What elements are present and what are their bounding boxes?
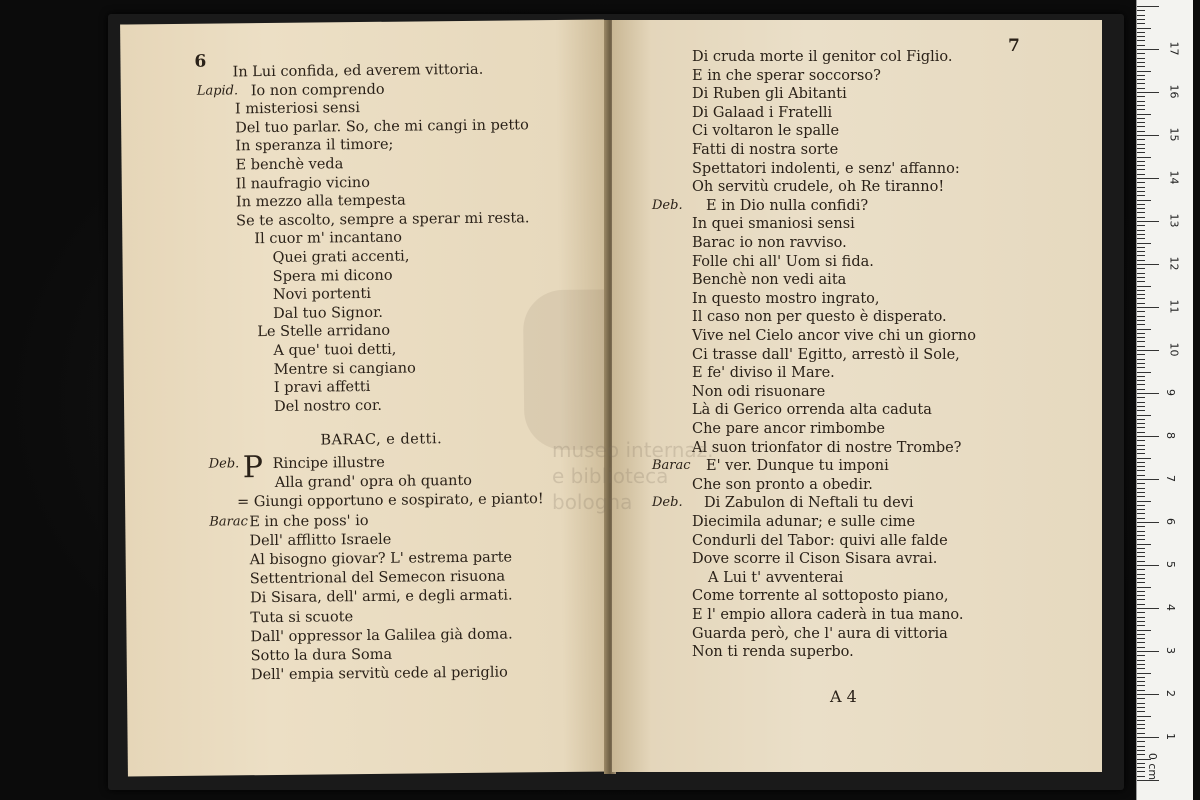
text-line: Del nostro cor. <box>274 397 383 415</box>
ruler-tick <box>1137 552 1145 553</box>
ruler-tick <box>1137 157 1151 158</box>
ruler-tick <box>1137 556 1145 557</box>
ruler-tick <box>1137 453 1145 454</box>
ruler-tick <box>1137 200 1151 201</box>
ruler-tick <box>1137 23 1145 24</box>
ruler-tick <box>1137 660 1145 661</box>
ruler-tick <box>1137 96 1145 97</box>
text-line: Settentrional del Semecon risuona <box>249 568 506 588</box>
text-line: Novi portenti <box>272 286 372 304</box>
ruler-tick <box>1137 268 1145 269</box>
ruler-tick <box>1137 458 1151 459</box>
ruler-tick <box>1137 750 1145 751</box>
ruler-tick <box>1137 578 1145 579</box>
text-line: Dal tuo Signor. <box>273 304 384 322</box>
ruler-tick <box>1137 88 1145 89</box>
ruler-tick <box>1137 548 1145 549</box>
ruler-tick <box>1137 427 1145 428</box>
ruler-tick <box>1137 630 1151 631</box>
ruler-tick <box>1137 690 1145 691</box>
ruler-tick <box>1137 638 1145 639</box>
ruler-number: 8 <box>1164 432 1177 439</box>
ruler-tick <box>1137 62 1145 63</box>
ruler-tick <box>1137 505 1145 506</box>
ruler-tick <box>1137 303 1145 304</box>
text-line: Al suon trionfator di nostre Trombe? <box>692 439 962 456</box>
text-line: E in che sperar soccorso? <box>692 67 881 84</box>
text-line: Del tuo parlar. So, che mi cangi in petto <box>235 117 529 137</box>
ruler-tick <box>1137 247 1145 248</box>
ruler-tick <box>1137 655 1145 656</box>
ruler-tick <box>1137 53 1145 54</box>
text-line: Alla grand' opra oh quanto <box>274 473 473 492</box>
speaker-label: Deb. <box>652 495 683 511</box>
ruler-tick <box>1137 389 1145 390</box>
ruler-tick <box>1137 565 1159 566</box>
ruler-tick <box>1137 294 1145 295</box>
ruler-tick <box>1137 651 1159 652</box>
ruler-tick <box>1137 509 1145 510</box>
text-line: Guarda però, che l' aura di vittoria <box>692 625 948 642</box>
text-line: In speranza il timore; <box>235 137 394 155</box>
ruler-tick <box>1137 406 1145 407</box>
ruler-tick <box>1137 569 1145 570</box>
ruler-tick <box>1137 208 1145 209</box>
drop-cap: P <box>242 450 264 486</box>
text-line: E l' empio allora caderà in tua mano. <box>692 607 964 623</box>
text-line: I pravi affetti <box>273 379 371 397</box>
ruler-tick <box>1137 324 1145 325</box>
ruler-number: 1 <box>1164 733 1177 740</box>
text-line: Che pare ancor rimbombe <box>692 421 885 437</box>
text-line: Di Galaad i Fratelli <box>692 104 833 121</box>
ruler-tick <box>1137 668 1145 669</box>
ruler-tick <box>1137 582 1145 583</box>
ruler-tick <box>1137 539 1145 540</box>
ruler-tick <box>1137 591 1145 592</box>
ruler-tick <box>1137 251 1145 252</box>
page-number: 7 <box>1008 36 1020 56</box>
ruler-tick <box>1137 273 1145 274</box>
text-line: Il caso non per questo è disperato. <box>692 309 947 326</box>
text-line: Condurli del Tabor: quivi alle falde <box>692 532 948 549</box>
ruler-tick <box>1137 526 1145 527</box>
ruler-tick <box>1137 260 1145 261</box>
ruler-tick <box>1137 733 1145 734</box>
ruler-tick <box>1137 161 1145 162</box>
ruler-tick <box>1137 595 1145 596</box>
ruler-tick <box>1137 767 1145 768</box>
ruler-tick <box>1137 333 1145 334</box>
ruler-tick <box>1137 634 1145 635</box>
ruler-tick <box>1137 131 1145 132</box>
ruler-tick <box>1137 165 1145 166</box>
ruler-tick <box>1137 75 1145 76</box>
ruler-tick <box>1137 647 1145 648</box>
ruler-tick <box>1137 466 1145 467</box>
ruler-tick <box>1137 574 1145 575</box>
text-line: Barac io non ravviso. <box>692 235 847 251</box>
text-line: Mentre si cangiano <box>273 360 416 378</box>
text-line: In Lui confida, ed averem vittoria. <box>232 61 484 81</box>
ruler-tick <box>1137 92 1159 93</box>
ruler-tick <box>1137 320 1145 321</box>
ruler-tick <box>1137 488 1145 489</box>
text-line: Di Zabulon di Neftali tu devi <box>704 495 914 512</box>
ruler-number: 16 <box>1167 84 1181 99</box>
ruler-tick <box>1137 384 1145 385</box>
ruler-tick <box>1137 217 1145 218</box>
ruler-tick <box>1137 243 1151 244</box>
ruler-tick <box>1137 350 1159 351</box>
ruler-tick <box>1137 376 1145 377</box>
ruler-tick <box>1137 599 1145 600</box>
ruler-number: 10 <box>1167 342 1181 357</box>
ruler-tick <box>1137 212 1145 213</box>
ruler-tick <box>1137 763 1145 764</box>
ruler-tick <box>1137 483 1145 484</box>
ruler-tick <box>1137 83 1145 84</box>
speaker-label: Deb. <box>652 197 683 213</box>
ruler-tick <box>1137 230 1145 231</box>
text-line: Sotto la dura Soma <box>250 646 393 665</box>
text-line: Ci trasse dall' Egitto, arrestò il Sole, <box>692 346 960 363</box>
ruler-tick <box>1137 169 1145 170</box>
ruler-tick <box>1137 746 1145 747</box>
ruler-tick <box>1137 698 1145 699</box>
text-line: Folle chi all' Uom si fida. <box>692 253 874 270</box>
text-line: In mezzo alla tempesta <box>235 192 406 211</box>
ruler-unit-label: 0 cm <box>1146 752 1160 781</box>
ruler-tick <box>1137 329 1151 330</box>
ruler-tick <box>1137 32 1145 33</box>
ruler-tick <box>1137 604 1145 605</box>
ruler-tick <box>1137 135 1159 136</box>
text-line: = Giungi opportuno e sospirato, e pianto! <box>237 491 544 511</box>
ruler-tick <box>1137 71 1151 72</box>
speaker-label: Deb. <box>208 456 240 472</box>
ruler-tick <box>1137 621 1145 622</box>
ruler-tick <box>1137 346 1145 347</box>
text-line: E in che poss' io <box>249 512 369 530</box>
ruler-tick <box>1137 380 1145 381</box>
ruler-tick <box>1137 337 1145 338</box>
ruler-tick <box>1137 148 1145 149</box>
ruler-number: 9 <box>1164 389 1177 396</box>
text-line: Di Ruben gli Abitanti <box>692 86 847 103</box>
text-line: Là di Gerico orrenda alta caduta <box>692 402 932 419</box>
ruler-tick <box>1137 277 1145 278</box>
text-line: Spera mi dicono <box>272 267 393 285</box>
ruler-tick <box>1137 19 1145 20</box>
ruler-tick <box>1137 694 1159 695</box>
ruler-tick <box>1137 415 1151 416</box>
ruler-tick <box>1137 716 1151 717</box>
text-line: In questo mostro ingrato, <box>692 290 880 307</box>
ruler-tick <box>1137 367 1145 368</box>
ruler-tick <box>1137 720 1145 721</box>
left-page <box>120 19 612 776</box>
ruler-tick <box>1137 139 1145 140</box>
ruler-tick <box>1137 354 1145 355</box>
ruler-number: 17 <box>1167 41 1181 56</box>
ruler-tick <box>1137 544 1151 545</box>
ruler-tick <box>1137 36 1145 37</box>
ruler-tick <box>1137 264 1159 265</box>
ruler-tick <box>1137 535 1145 536</box>
ruler-tick <box>1137 126 1145 127</box>
watermark-text-3: bologna <box>552 490 633 514</box>
ruler-tick <box>1137 587 1151 588</box>
ruler-tick <box>1137 496 1145 497</box>
ruler-tick <box>1137 225 1145 226</box>
text-line: Rincipe illustre <box>272 454 385 472</box>
ruler-tick <box>1137 28 1151 29</box>
ruler-tick <box>1137 290 1145 291</box>
ruler-tick <box>1137 286 1151 287</box>
ruler-tick <box>1137 281 1145 282</box>
ruler-tick <box>1137 518 1145 519</box>
speaker-label: Barac <box>652 458 691 474</box>
ruler-tick <box>1137 101 1145 102</box>
ruler-tick <box>1137 144 1145 145</box>
text-line: Ci voltaron le spalle <box>692 123 840 140</box>
text-line: Di Sisara, dell' armi, e degli armati. <box>250 587 513 607</box>
ruler-tick <box>1137 561 1145 562</box>
ruler-tick <box>1137 114 1151 115</box>
text-line: I misteriosi sensi <box>234 100 361 118</box>
ruler-tick <box>1137 182 1145 183</box>
text-line: Il naufragio vicino <box>235 174 370 192</box>
ruler-tick <box>1137 673 1151 674</box>
ruler-tick <box>1137 118 1145 119</box>
text-line: Spettatori indolenti, e senz' affanno: <box>692 160 960 177</box>
ruler-tick <box>1137 105 1145 106</box>
watermark-text-1: museo internaz. <box>552 438 714 462</box>
ruler-tick <box>1137 479 1159 480</box>
ruler-tick <box>1137 79 1145 80</box>
ruler-tick <box>1137 221 1159 222</box>
text-line: A que' tuoi detti, <box>273 341 397 359</box>
ruler-number: 11 <box>1167 299 1181 314</box>
text-line: Tuta si scuote <box>250 608 354 626</box>
text-line: Di cruda morte il genitor col Figlio. <box>692 49 953 65</box>
text-line: Il cuor m' incantano <box>254 230 403 248</box>
ruler-number: 3 <box>1164 647 1177 654</box>
text-line: Al bisogno giovar? L' estrema parte <box>249 549 513 569</box>
text-line: Oh servitù crudele, oh Re tiranno! <box>692 179 945 196</box>
ruler-tick <box>1137 707 1145 708</box>
ruler-tick <box>1137 711 1145 712</box>
ruler-tick <box>1137 432 1145 433</box>
ruler-tick <box>1137 513 1145 514</box>
ruler-tick <box>1137 191 1145 192</box>
ruler-tick <box>1137 677 1145 678</box>
ruler-tick <box>1137 402 1145 403</box>
watermark-text-2: e biblioteca <box>552 464 669 488</box>
ruler-tick <box>1137 462 1145 463</box>
text-line: Le Stelle arridano <box>257 323 391 341</box>
ruler-number: 12 <box>1167 256 1181 271</box>
text-line: Dall' oppressor la Galilea già doma. <box>250 626 513 646</box>
speaker-label: Barac <box>209 513 248 530</box>
ruler-number: 14 <box>1167 170 1181 185</box>
ruler-tick <box>1137 195 1145 196</box>
text-line: E fe' diviso il Mare. <box>692 365 835 382</box>
ruler-tick <box>1137 681 1145 682</box>
text-line: Non ti renda superbo. <box>692 644 854 661</box>
text-line: E in Dio nulla confidi? <box>706 197 869 214</box>
ruler-tick <box>1137 109 1145 110</box>
ruler-tick <box>1137 423 1145 424</box>
ruler-tick <box>1137 625 1145 626</box>
ruler-tick <box>1137 316 1145 317</box>
ruler-tick <box>1137 445 1145 446</box>
ruler-tick <box>1137 234 1145 235</box>
ruler-tick <box>1137 66 1145 67</box>
measuring-ruler <box>1136 0 1193 800</box>
right-page <box>552 20 1102 772</box>
ruler-tick <box>1137 754 1145 755</box>
ruler-number: 13 <box>1167 213 1181 228</box>
ruler-tick <box>1137 501 1151 502</box>
ruler-number: 4 <box>1164 604 1177 611</box>
text-line: A Lui t' avventerai <box>708 569 844 586</box>
ruler-tick <box>1137 40 1145 41</box>
ruler-tick <box>1137 776 1145 777</box>
text-line: Fatti di nostra sorte <box>692 142 839 158</box>
text-line: E benchè veda <box>235 156 344 174</box>
ruler-tick <box>1137 45 1145 46</box>
ruler-tick <box>1137 741 1145 742</box>
ruler-tick <box>1137 780 1159 781</box>
text-line: Dell' empia servitù cede al periglio <box>250 664 508 684</box>
ruler-tick <box>1137 608 1159 609</box>
ruler-tick <box>1137 6 1159 7</box>
speaker-label: Lapid. <box>196 82 239 99</box>
ruler-tick <box>1137 522 1159 523</box>
text-line: Dell' afflitto Israele <box>249 531 392 550</box>
ruler-tick <box>1137 436 1159 437</box>
text-line: Che son pronto a obedir. <box>692 476 873 493</box>
ruler-tick <box>1137 311 1145 312</box>
ruler-tick <box>1137 771 1145 772</box>
ruler-tick <box>1137 298 1145 299</box>
ruler-tick <box>1137 174 1145 175</box>
ruler-tick <box>1137 372 1151 373</box>
ruler-tick <box>1137 359 1145 360</box>
text-line: Diecimila adunar; e sulle cime <box>692 514 916 530</box>
text-line: Dove scorre il Cison Sisara avrai. <box>692 551 938 568</box>
ruler-tick <box>1137 307 1159 308</box>
ruler-tick <box>1137 178 1159 179</box>
page-number: 6 <box>194 51 207 72</box>
ruler-number: 7 <box>1164 475 1177 482</box>
ruler-tick <box>1137 152 1145 153</box>
text-line: In quei smaniosi sensi <box>692 216 855 233</box>
scene-heading: BARAC, e detti. <box>320 431 443 449</box>
ruler-tick <box>1137 531 1145 532</box>
ruler-tick <box>1137 664 1145 665</box>
text-line: Io non comprendo <box>250 81 385 99</box>
ruler-tick <box>1137 49 1159 50</box>
ruler-tick <box>1137 492 1145 493</box>
text-line: Benchè non vedi aita <box>692 272 847 289</box>
ruler-tick <box>1137 419 1145 420</box>
ruler-tick <box>1137 449 1145 450</box>
ruler-tick <box>1137 187 1145 188</box>
ruler-tick <box>1137 728 1145 729</box>
ruler-tick <box>1137 475 1145 476</box>
ruler-tick <box>1137 15 1145 16</box>
ruler-tick <box>1137 238 1145 239</box>
ruler-tick <box>1137 363 1145 364</box>
ruler-tick <box>1137 58 1145 59</box>
signature-mark: A 4 <box>830 687 857 706</box>
ruler-tick <box>1137 642 1145 643</box>
text-line: E' ver. Dunque tu imponi <box>706 458 889 475</box>
text-line: Non odi risuonare <box>692 383 826 400</box>
ruler-tick <box>1137 617 1145 618</box>
ruler-number: 5 <box>1164 561 1177 568</box>
ruler-tick <box>1137 685 1145 686</box>
ruler-tick <box>1137 341 1145 342</box>
text-line: Come torrente al sottoposto piano, <box>692 588 949 605</box>
text-line: Quei grati accenti, <box>272 248 410 266</box>
ruler-number: 2 <box>1164 690 1177 697</box>
ruler-tick <box>1137 204 1145 205</box>
ruler-tick <box>1137 470 1145 471</box>
ruler-tick <box>1137 410 1145 411</box>
ruler-tick <box>1137 737 1159 738</box>
ruler-tick <box>1137 10 1145 11</box>
ruler-tick <box>1137 397 1145 398</box>
ruler-number: 15 <box>1167 127 1181 142</box>
ruler-tick <box>1137 440 1145 441</box>
text-line: Vive nel Cielo ancor vive chi un giorno <box>692 328 976 344</box>
ruler-tick <box>1137 724 1145 725</box>
ruler-tick <box>1137 122 1145 123</box>
ruler-tick <box>1137 255 1145 256</box>
ruler-number: 6 <box>1164 518 1177 525</box>
ruler-tick <box>1137 612 1145 613</box>
text-line: Se te ascolto, sempre a sperar mi resta. <box>236 210 530 230</box>
ruler-tick <box>1137 703 1145 704</box>
ruler-tick <box>1137 393 1159 394</box>
